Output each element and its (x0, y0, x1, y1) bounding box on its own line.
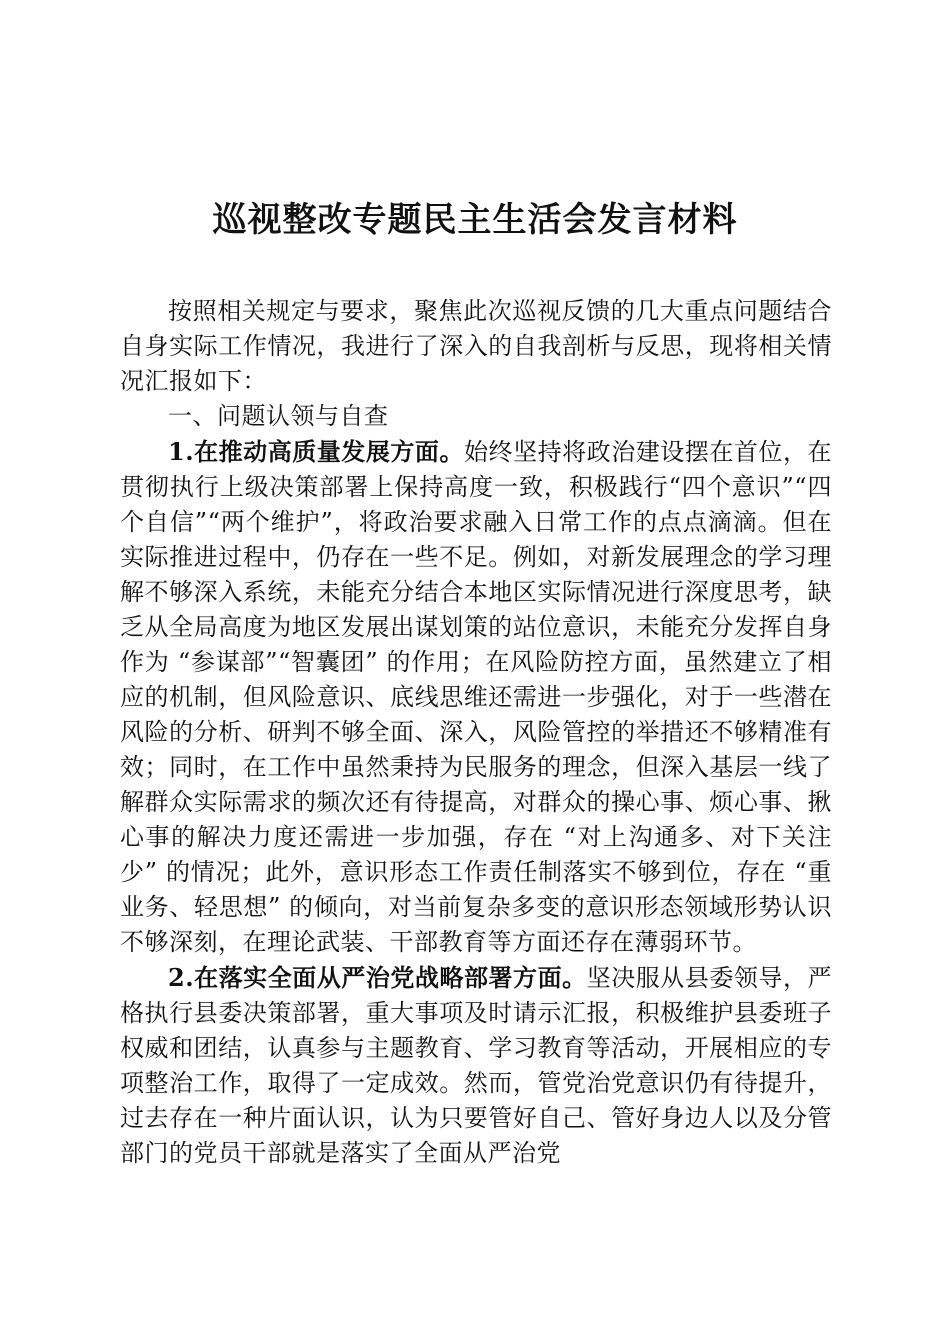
item-1-lead: 1.在推动高质量发展方面。 (168, 437, 464, 466)
document-body (120, 294, 832, 1171)
document-title: 巡视整改专题民主生活会发言材料 (212, 200, 738, 240)
item-1-paragraph (120, 434, 832, 960)
section-heading-problem-identification: 一、问题认领与自查 (168, 402, 389, 430)
item-2-paragraph (120, 960, 832, 1171)
item-2-lead: 2.在落实全面从严治党战略部署方面。 (168, 963, 587, 992)
item-1-text: 始终坚持将政治建设摆在首位，在贯彻执行上级决策部署上保持高度一致，积极践行“四个意识”“四个自信”“两个维护”，将政治要求融入日常工作的点点滴滴。但在实际推进过程中，仍存在一些不足。例如，对新发展理念的学习理解不够深入系统，未能充分结合本地区实际情况进行深度思考，缺乏从全局高度为地区发展出谋划策的站位意识，未能充分发挥自身作为 “参谋部”“智囊团” 的作用；在风险防控方面，虽然建立了相应的机制，但风险意识、底线思维还需进一步强化，对于一些潜在风险的分析、研判不够全面、深入，风险管控的举措还不够精准有效；同时，在工作中虽然秉持为民服务的理念，但深入基层一线了解群众实际需求的频次还有待提高，对群众的操心事、烦心事、揪心事的解决力度还需进一步加强，存在 “对上沟通多、对下关注少” 的情况；此外，意识形态工作责任制落实不够到位，存在 “重业务、轻思想” 的倾向，对当前复杂多变的意识形态领域形势认识不够深刻，在理论武装、干部教育等方面还存在薄弱环节。 (120, 438, 833, 956)
intro-paragraph: 按照相关规定与要求，聚焦此次巡视反馈的几大重点问题结合自身实际工作情况，我进行了深入的自我剖析与反思，现将相关情况汇报如下： (120, 297, 832, 395)
item-2-text: 坚决服从县委领导，严格执行县委决策部署，重大事项及时请示汇报，积极维护县委班子权威和团结，认真参与主题教育、学习教育等活动，开展相应的专项整治工作，取得了一定成效。然而，管党治党意识仍有待提升，过去存在一种片面认识，认为只要管好自己、管好身边人以及分管部门的党员干部就是落实了全面从严治党 (120, 964, 832, 1167)
